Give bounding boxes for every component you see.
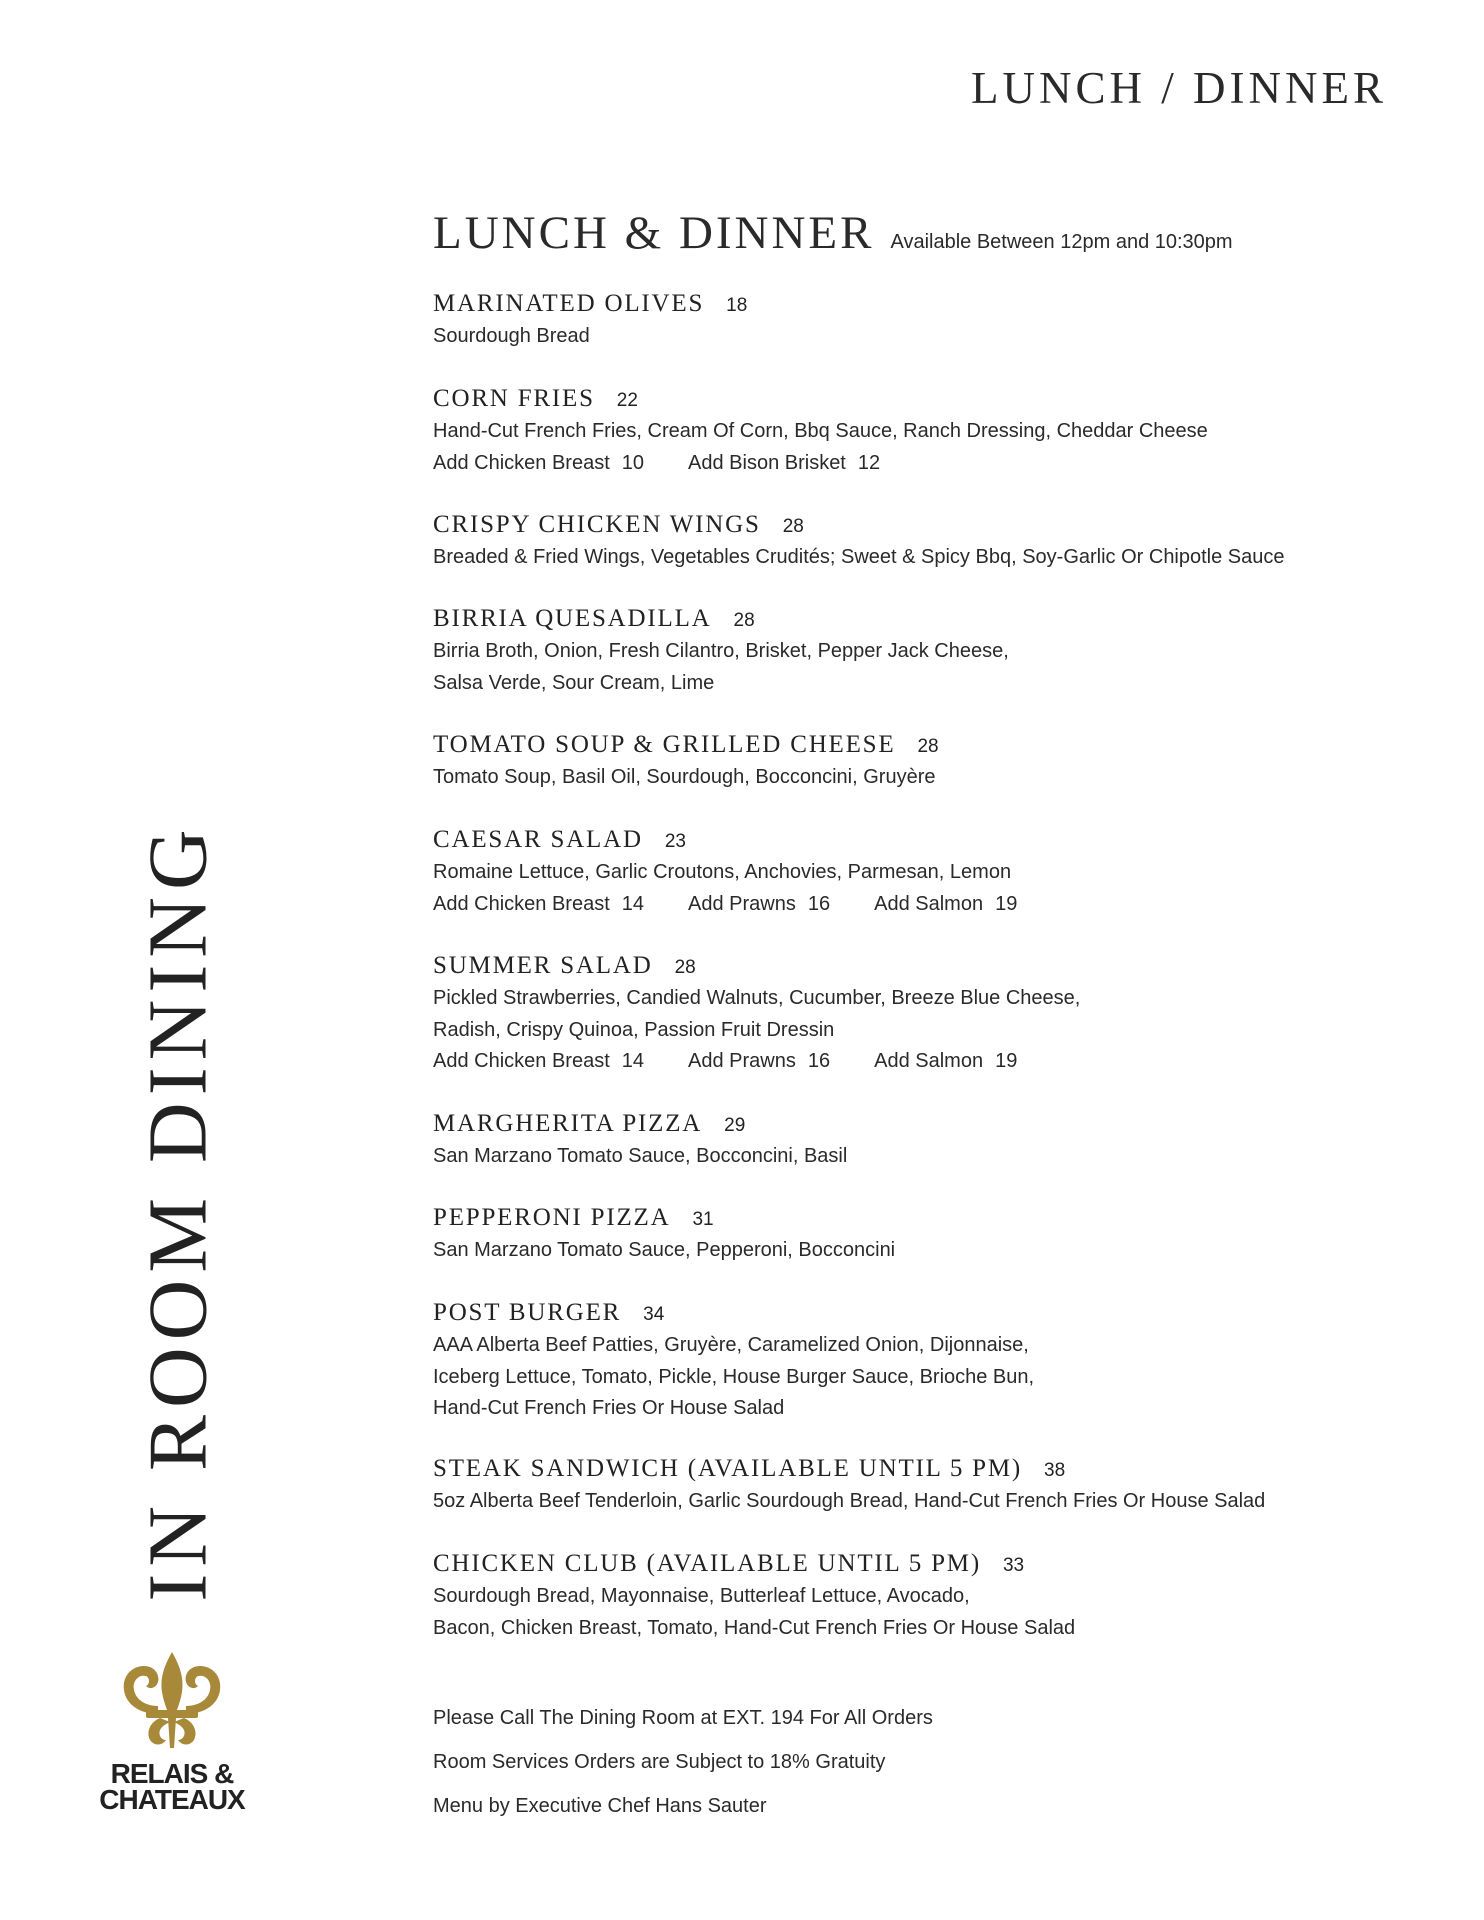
menu-item-description: Birria Broth, Onion, Fresh Cilantro, Brisket, Pepper Jack Cheese, xyxy=(433,640,1009,662)
menu-item xyxy=(433,1549,1075,1644)
addon-option xyxy=(688,448,880,480)
menu-item-description: AAA Alberta Beef Patties, Gruyère, Caramelized Onion, Dijonnaise, xyxy=(433,1334,1029,1356)
menu-item-description: Sourdough Bread, Mayonnaise, Butterleaf Lettuce, Avocado, xyxy=(433,1585,970,1607)
menu-item-name: TOMATO SOUP & GRILLED CHEESE xyxy=(433,731,896,758)
menu-item-description: Breaded & Fried Wings, Vegetables Crudités; Sweet & Spicy Bbq, Soy-Garlic Or Chipotle Sauce xyxy=(433,546,1285,568)
logo-text-line1: RELAIS & xyxy=(110,1758,234,1789)
menu-item xyxy=(433,825,1061,920)
menu-item xyxy=(433,510,1285,574)
menu-item-title xyxy=(433,1549,1075,1581)
relais-chateaux-logo xyxy=(96,1652,248,1813)
menu-item xyxy=(433,604,1009,699)
menu-item-name: PEPPERONI PIZZA xyxy=(433,1204,671,1231)
addon-price: 16 xyxy=(807,1050,831,1073)
menu-item xyxy=(433,730,939,794)
menu-item-name: CRISPY CHICKEN WINGS xyxy=(433,511,761,538)
menu-item xyxy=(433,1298,1034,1425)
addon-label: Add Prawns xyxy=(688,1050,796,1073)
menu-item-addons xyxy=(433,448,1208,480)
menu-item xyxy=(433,1454,1265,1518)
menu-item-title xyxy=(433,384,1208,416)
menu-item-price: 33 xyxy=(1002,1555,1025,1576)
menu-item-title xyxy=(433,730,939,762)
page-header-title: LUNCH / DINNER xyxy=(971,63,1387,113)
section-availability: Available Between 12pm and 10:30pm xyxy=(890,231,1233,253)
menu-item xyxy=(433,1203,895,1267)
footer-order-note: Please Call The Dining Room at EXT. 194 For All Orders xyxy=(433,1707,933,1729)
menu-item-name: SUMMER SALAD xyxy=(433,952,653,979)
menu-item-name: BIRRIA QUESADILLA xyxy=(433,605,712,632)
menu-item-title xyxy=(433,1298,1034,1330)
footer-gratuity-note: Room Services Orders are Subject to 18% Gratuity xyxy=(433,1751,886,1773)
menu-item-name: MARINATED OLIVES xyxy=(433,290,705,317)
menu-item-title xyxy=(433,1109,847,1141)
addon-option xyxy=(688,889,830,921)
section-title: LUNCH & DINNER xyxy=(433,207,875,259)
menu-item-price: 34 xyxy=(643,1304,665,1325)
menu-item-description: Tomato Soup, Basil Oil, Sourdough, Bocconcini, Gruyère xyxy=(433,766,936,788)
section-header xyxy=(433,206,1233,260)
addon-option xyxy=(433,889,644,921)
addon-price: 10 xyxy=(621,451,645,474)
addon-option xyxy=(433,1046,644,1078)
menu-item-description: Romaine Lettuce, Garlic Croutons, Anchovies, Parmesan, Lemon xyxy=(433,861,1012,883)
menu-item-addons xyxy=(433,889,1061,921)
menu-item-price: 23 xyxy=(664,831,686,852)
menu-item-name: STEAK SANDWICH (AVAILABLE UNTIL 5 PM) xyxy=(433,1455,1023,1482)
menu-item-description: 5oz Alberta Beef Tenderloin, Garlic Sourdough Bread, Hand-Cut French Fries Or House Salad xyxy=(433,1490,1266,1512)
footer-notes xyxy=(433,1696,933,1828)
menu-item-description: Iceberg Lettuce, Tomato, Pickle, House Burger Sauce, Brioche Bun, xyxy=(433,1365,1035,1388)
addon-label: Add Salmon xyxy=(874,1050,984,1073)
menu-item-description: Hand-Cut French Fries, Cream Of Corn, Bbq Sauce, Ranch Dressing, Cheddar Cheese xyxy=(433,420,1208,442)
addon-label: Add Salmon xyxy=(874,892,984,915)
menu-item-price: 38 xyxy=(1044,1460,1066,1481)
logo-text-line2: CHATEAUX xyxy=(99,1784,245,1815)
menu-item-price: 29 xyxy=(724,1115,746,1136)
menu-item-description: Hand-Cut French Fries Or House Salad xyxy=(433,1397,785,1420)
addon-price: 19 xyxy=(995,892,1018,915)
addon-price: 12 xyxy=(857,451,881,474)
addon-price: 16 xyxy=(807,892,831,915)
addon-label: Add Chicken Breast xyxy=(433,892,610,915)
menu-item-title xyxy=(433,510,1285,542)
addon-option xyxy=(688,1046,830,1078)
menu-item-description: Bacon, Chicken Breast, Tomato, Hand-Cut French Fries Or House Salad xyxy=(433,1616,1076,1639)
menu-item-price: 28 xyxy=(674,957,696,978)
menu-item-name: CHICKEN CLUB (AVAILABLE UNTIL 5 PM) xyxy=(433,1550,981,1577)
addon-price: 19 xyxy=(995,1050,1018,1073)
fleur-de-lis-icon xyxy=(120,1652,224,1748)
menu-item-price: 31 xyxy=(692,1209,714,1230)
addon-option xyxy=(433,448,644,480)
menu-item xyxy=(433,289,747,353)
menu-item-name: POST BURGER xyxy=(433,1299,622,1326)
menu-item-description: San Marzano Tomato Sauce, Pepperoni, Bocconcini xyxy=(433,1239,896,1261)
menu-item xyxy=(433,384,1208,479)
menu-item-description: Sourdough Bread xyxy=(433,325,590,347)
menu-item-description: San Marzano Tomato Sauce, Bocconcini, Basil xyxy=(433,1145,848,1167)
footer-chef-credit: Menu by Executive Chef Hans Sauter xyxy=(433,1795,767,1817)
menu-item-title xyxy=(433,825,1061,857)
addon-label: Add Chicken Breast xyxy=(433,451,610,474)
menu-item-name: CAESAR SALAD xyxy=(433,826,643,853)
menu-item-description: Radish, Crispy Quinoa, Passion Fruit Dressin xyxy=(433,1018,835,1041)
menu-item-title xyxy=(433,951,1080,983)
menu-item-price: 18 xyxy=(726,295,748,316)
menu-item-price: 28 xyxy=(917,736,939,757)
menu-item xyxy=(433,951,1080,1078)
side-title: IN ROOM DINING xyxy=(131,822,225,1602)
addon-price: 14 xyxy=(621,892,645,915)
addon-price: 14 xyxy=(621,1050,645,1073)
menu-item-title xyxy=(433,289,747,321)
menu-item-addons xyxy=(433,1046,1080,1078)
menu-item-name: CORN FRIES xyxy=(433,385,595,412)
menu-item-title xyxy=(433,604,1009,636)
menu-item-title xyxy=(433,1454,1265,1486)
menu-item xyxy=(433,1109,847,1173)
menu-item-price: 22 xyxy=(616,390,638,411)
menu-item-price: 28 xyxy=(782,516,804,537)
addon-label: Add Chicken Breast xyxy=(433,1050,610,1073)
menu-item-description: Pickled Strawberries, Candied Walnuts, Cucumber, Breeze Blue Cheese, xyxy=(433,987,1081,1009)
addon-option xyxy=(874,889,1017,921)
addon-label: Add Prawns xyxy=(688,892,796,915)
addon-label: Add Bison Brisket xyxy=(688,451,846,474)
menu-item-description: Salsa Verde, Sour Cream, Lime xyxy=(433,671,715,694)
menu-item-price: 28 xyxy=(733,610,755,631)
addon-option xyxy=(874,1046,1017,1078)
menu-item-name: MARGHERITA PIZZA xyxy=(433,1110,703,1137)
menu-item-title xyxy=(433,1203,895,1235)
